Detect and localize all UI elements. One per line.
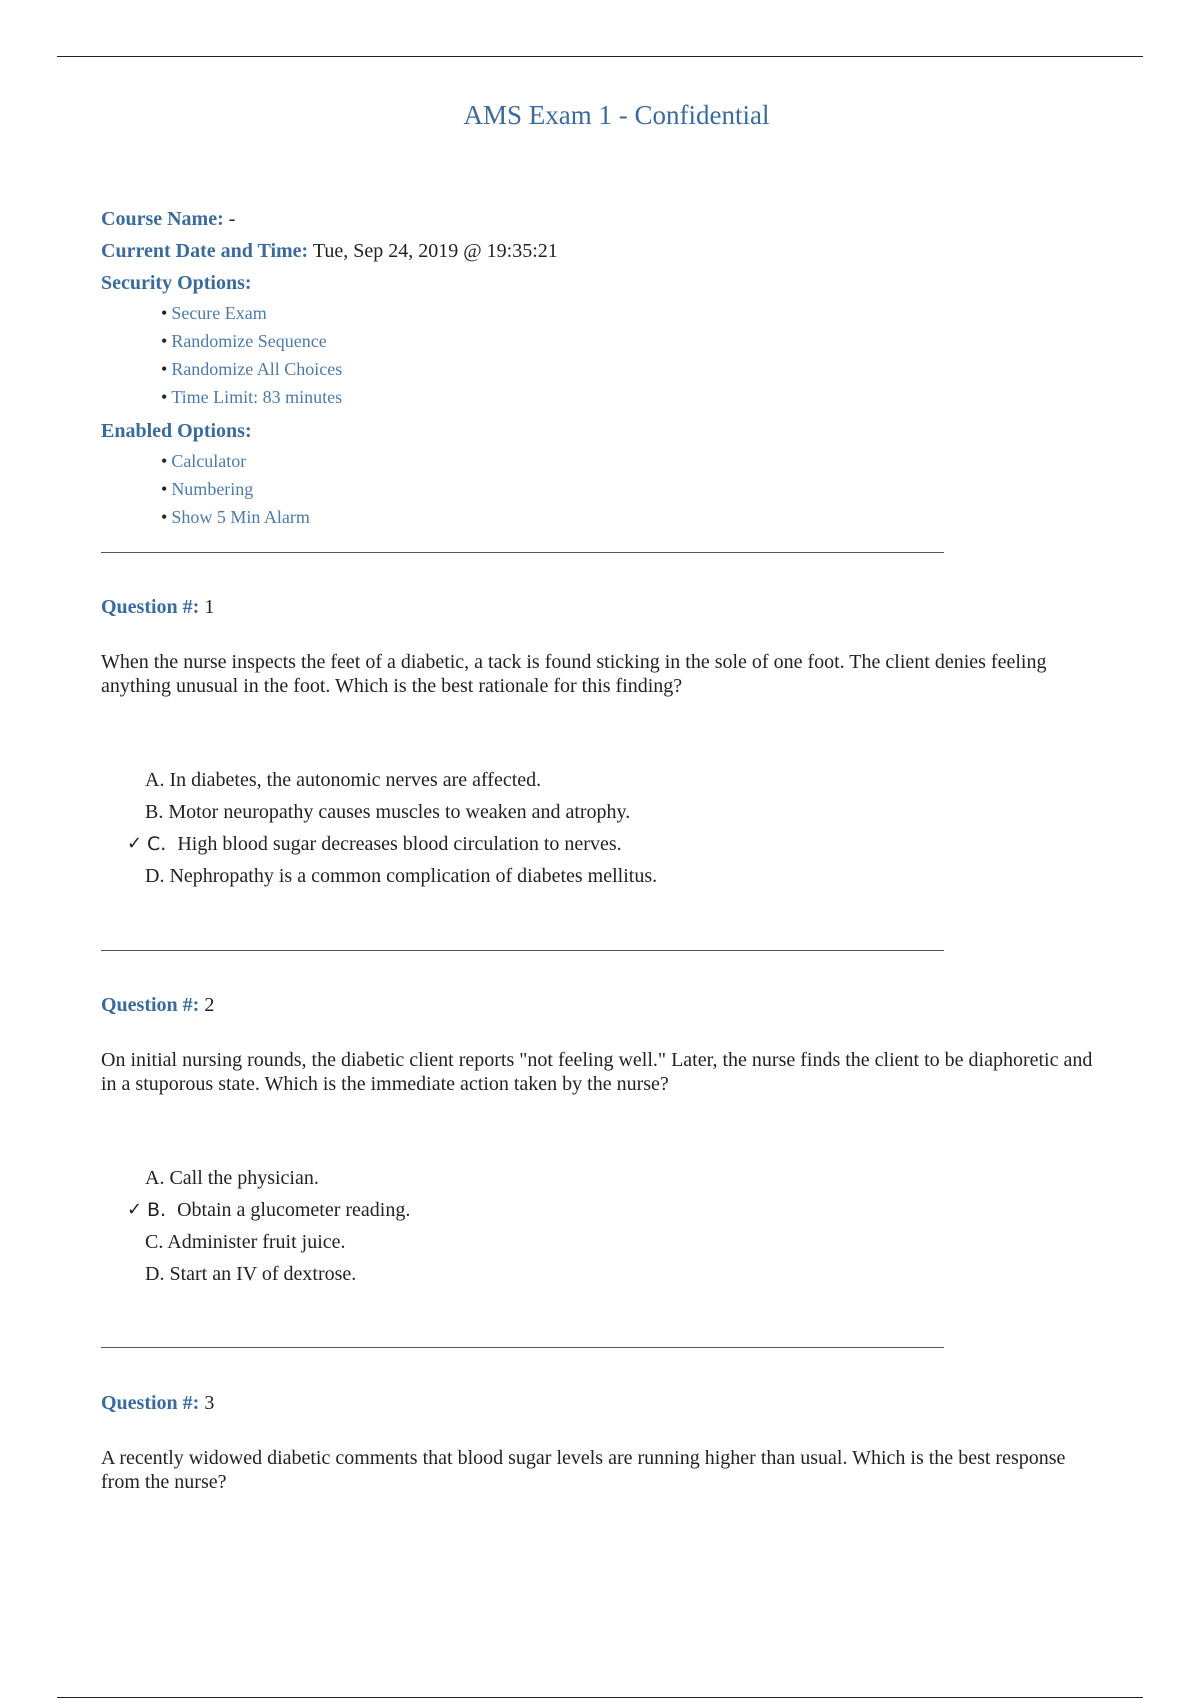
choice-text: Start an IV of dextrose. [169, 1263, 357, 1285]
bottom-rule [57, 1697, 1143, 1698]
question-header [101, 592, 1101, 622]
security-option: Randomize All Choices [171, 359, 343, 379]
choice-text: Obtain a glucometer reading. [177, 1199, 411, 1221]
list-item [161, 355, 1001, 383]
security-option: Time Limit: 83 minutes [171, 387, 343, 407]
question-3 [101, 1388, 1101, 1494]
choice-b[interactable] [127, 796, 1101, 828]
datetime-label: Current Date and Time: [101, 240, 309, 262]
choice-d[interactable] [127, 1258, 1101, 1290]
choice-text: In diabetes, the autonomic nerves are affected. [169, 769, 542, 791]
choice-letter: B. [145, 801, 164, 823]
enabled-options-label: Enabled Options: [101, 420, 252, 442]
choice-text: Administer fruit juice. [167, 1231, 346, 1253]
bullet-icon: • [161, 451, 168, 471]
question-number: 2 [204, 994, 215, 1016]
question-label: Question #: [101, 1392, 200, 1414]
checkmark-icon: ✓ [127, 1199, 143, 1220]
question-text: On initial nursing rounds, the diabetic client reports "not feeling well." Later, the nurse finds the client to be diaphoretic and in a stuporous state. Which is the immediate action taken by the nurse? [101, 1049, 1093, 1095]
section-divider [101, 552, 944, 553]
bullet-icon: • [161, 479, 168, 499]
question-header [101, 1388, 1101, 1418]
choice-letter: C. [145, 1231, 164, 1253]
list-item [161, 475, 1001, 503]
question-text: A recently widowed diabetic comments that blood sugar levels are running higher than usual. Which is the best response from the nurse? [101, 1447, 1066, 1493]
choice-letter: A. [145, 769, 165, 791]
choice-d[interactable] [127, 860, 1101, 892]
choice-text: High blood sugar decreases blood circulation to nerves. [177, 833, 622, 855]
question-number: 3 [204, 1392, 215, 1414]
choice-list [101, 764, 1101, 892]
choice-letter: A. [145, 1167, 165, 1189]
choice-text: Motor neuropathy causes muscles to weaken and atrophy. [168, 801, 631, 823]
enabled-options-list [101, 447, 1001, 531]
choice-b[interactable] [127, 1194, 1101, 1226]
course-name-line [101, 203, 1001, 235]
choice-letter: C. [147, 833, 167, 855]
choice-c[interactable] [127, 828, 1101, 860]
security-options-heading [101, 267, 1001, 299]
choice-a[interactable] [127, 1162, 1101, 1194]
list-item [161, 447, 1001, 475]
enabled-option: Numbering [171, 479, 254, 499]
bullet-icon: • [161, 359, 168, 379]
choice-a[interactable] [127, 764, 1101, 796]
top-rule [57, 56, 1143, 57]
choice-letter: D. [145, 865, 165, 887]
exam-title: AMS Exam 1 - Confidential [463, 100, 770, 130]
section-divider [101, 1347, 944, 1348]
choice-letter: B. [147, 1199, 167, 1221]
question-number: 1 [204, 596, 215, 618]
question-label: Question #: [101, 596, 200, 618]
datetime-line [101, 235, 1001, 267]
exam-info [101, 203, 1001, 535]
enabled-option: Calculator [171, 451, 247, 471]
question-header [101, 990, 1101, 1020]
security-options-label: Security Options: [101, 272, 252, 294]
choice-c[interactable] [127, 1226, 1101, 1258]
checkmark-icon: ✓ [127, 833, 143, 854]
list-item [161, 383, 1001, 411]
security-option: Randomize Sequence [171, 331, 327, 351]
bullet-icon: • [161, 303, 168, 323]
security-options-list [101, 299, 1001, 411]
course-name-value: - [228, 208, 236, 230]
bullet-icon: • [161, 331, 168, 351]
list-item [161, 327, 1001, 355]
bullet-icon: • [161, 507, 168, 527]
list-item [161, 503, 1001, 531]
question-text: When the nurse inspects the feet of a diabetic, a tack is found sticking in the sole of one foot. The client denies feeling anything unusual in the foot. Which is the best rationale for this finding? [101, 651, 1047, 697]
enabled-options-heading [101, 415, 1001, 447]
enabled-option: Show 5 Min Alarm [171, 507, 310, 527]
datetime-value: Tue, Sep 24, 2019 @ 19:35:21 [312, 240, 558, 262]
choice-list [101, 1162, 1101, 1290]
question-1 [101, 592, 1101, 892]
choice-text: Nephropathy is a common complication of diabetes mellitus. [169, 865, 658, 887]
course-name-label: Course Name: [101, 208, 224, 230]
section-divider [101, 950, 944, 951]
choice-letter: D. [145, 1263, 165, 1285]
choice-text: Call the physician. [169, 1167, 319, 1189]
security-option: Secure Exam [171, 303, 267, 323]
bullet-icon: • [161, 387, 168, 407]
list-item [161, 299, 1001, 327]
question-label: Question #: [101, 994, 200, 1016]
question-2 [101, 990, 1101, 1290]
